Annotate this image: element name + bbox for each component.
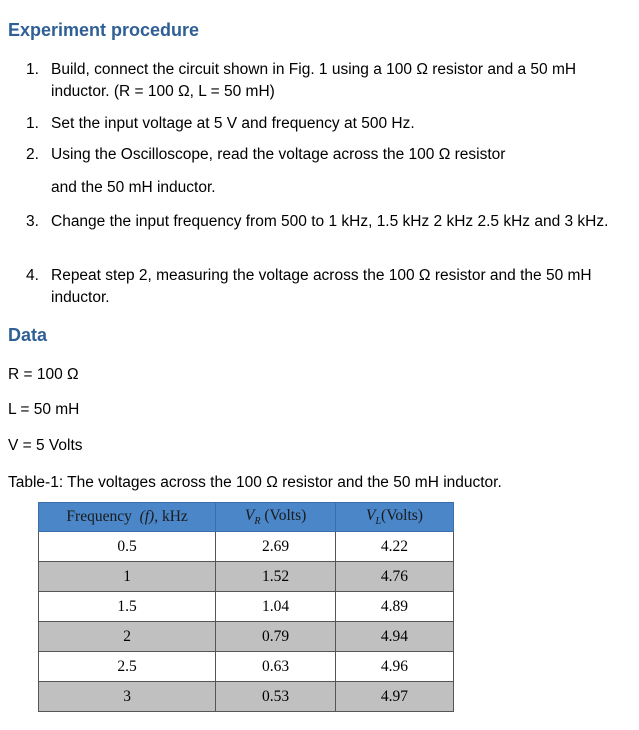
cell-vr: 0.63 xyxy=(216,652,336,682)
cell-frequency: 0.5 xyxy=(39,532,216,562)
step-number: 3. xyxy=(26,213,39,230)
procedure-step xyxy=(26,265,626,309)
cell-vl: 4.97 xyxy=(335,682,453,712)
cell-vl: 4.89 xyxy=(335,592,453,622)
table-header-row xyxy=(39,503,454,532)
step-continuation: and the 50 mH inductor. xyxy=(51,179,216,196)
step-number: 4. xyxy=(26,267,39,284)
cell-vr: 0.53 xyxy=(216,682,336,712)
voltage-value: V = 5 Volts xyxy=(8,437,83,454)
cell-frequency: 2.5 xyxy=(39,652,216,682)
table-row xyxy=(39,652,454,682)
resistance-value: R = 100 Ω xyxy=(8,366,79,383)
cell-frequency: 1 xyxy=(39,562,216,592)
step-number: 1. xyxy=(26,61,39,78)
voltage-table xyxy=(38,502,454,712)
step-number: 2. xyxy=(26,146,39,163)
procedure-step xyxy=(26,59,626,103)
step-text: Using the Oscilloscope, read the voltage across the 100 Ω resistor xyxy=(51,146,506,163)
cell-frequency: 2 xyxy=(39,622,216,652)
step-text: Set the input voltage at 5 V and frequency at 500 Hz. xyxy=(51,115,415,132)
header-vl: $V_L(Volts)$ xyxy=(335,503,453,532)
table-row xyxy=(39,562,454,592)
table-caption: Table-1: The voltages across the 100 Ω resistor and the 50 mH inductor. xyxy=(8,474,502,491)
cell-vl: 4.22 xyxy=(335,532,453,562)
procedure-step xyxy=(26,144,626,166)
step-text: Change the input frequency from 500 to 1 kHz, 1.5 kHz 2 kHz 2.5 kHz and 3 kHz. xyxy=(51,213,609,230)
cell-vl: 4.96 xyxy=(335,652,453,682)
table-row xyxy=(39,532,454,562)
cell-vl: 4.94 xyxy=(335,622,453,652)
cell-vl: 4.76 xyxy=(335,562,453,592)
cell-frequency: 3 xyxy=(39,682,216,712)
step-text: Build, connect the circuit shown in Fig. 1 using a 100 Ω resistor and a 50 mH inductor. (R = 100 Ω, L = 50 mH) xyxy=(51,61,577,100)
procedure-step xyxy=(26,113,626,135)
cell-vr: 1.52 xyxy=(216,562,336,592)
data-heading: Data xyxy=(8,325,48,345)
inductance-value: L = 50 mH xyxy=(8,401,80,418)
procedure-step xyxy=(26,211,626,255)
cell-vr: 2.69 xyxy=(216,532,336,562)
table-row xyxy=(39,682,454,712)
cell-frequency: 1.5 xyxy=(39,592,216,622)
step-number: 1. xyxy=(26,115,39,132)
header-vr: $V_R$ (Volts) xyxy=(216,503,336,532)
cell-vr: 1.04 xyxy=(216,592,336,622)
cell-vr: 0.79 xyxy=(216,622,336,652)
table-row xyxy=(39,592,454,622)
header-frequency: Frequency (f), kHz xyxy=(39,503,216,532)
step-text: Repeat step 2, measuring the voltage across the 100 Ω resistor and the 50 mH inductor. xyxy=(51,267,592,306)
procedure-heading: Experiment procedure xyxy=(8,20,200,40)
table-row xyxy=(39,622,454,652)
